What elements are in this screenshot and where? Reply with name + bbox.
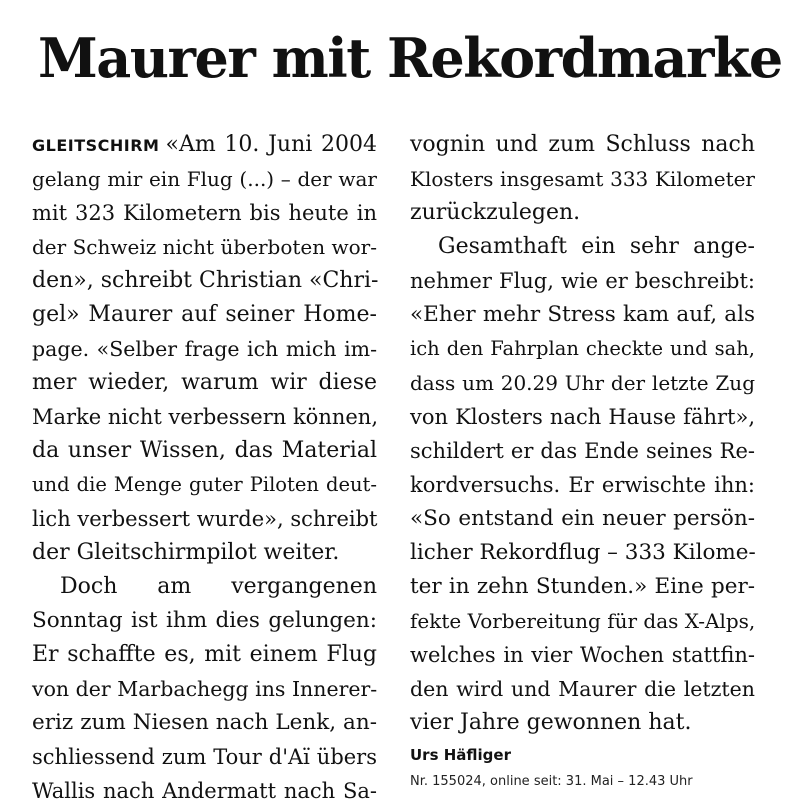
article-line-text: «Am 10. Juni 2004: [165, 132, 377, 157]
article-line: lich verbessert wurde», schreibt: [32, 507, 378, 531]
article-line: Sonntag ist ihm dies gelungen:: [32, 608, 377, 633]
article-line: zurückzulegen.: [410, 200, 581, 225]
article-line: mit 323 Kilometern bis heute in: [32, 201, 377, 225]
article-headline: Maurer mit Rekordmarke: [38, 26, 782, 90]
article-line: Wallis nach Andermatt nach Sa-: [32, 779, 377, 803]
article-line: mer wieder, warum wir diese: [32, 370, 377, 395]
article-line: fekte Vorbereitung für das X-Alps,: [410, 609, 756, 633]
article-line: ich den Fahrplan checkte und sah,: [410, 337, 755, 360]
article-line: licher Rekordflug – 333 Kilome-: [410, 540, 756, 565]
article-line: den», schreibt Christian «Chri-: [32, 268, 379, 293]
article-line: Doch am vergangenen: [60, 574, 377, 599]
article-line: vier Jahre gewonnen hat.: [410, 710, 692, 735]
article-line: kordversuchs. Er erwischte ihn:: [410, 473, 755, 497]
article-line: schildert er das Ende seines Re-: [410, 439, 755, 463]
article-line: dass um 20.29 Uhr der letzte Zug: [410, 371, 755, 395]
article-line: ter in zehn Stunden.» Eine per-: [410, 574, 755, 599]
article-author: Urs Häfliger: [410, 746, 511, 764]
article-line: Gesamthaft ein sehr ange-: [438, 234, 755, 259]
article-line: vognin und zum Schluss nach: [410, 132, 755, 157]
article-line: der Schweiz nicht überboten wor-: [32, 235, 377, 259]
article-line: welches in vier Wochen stattfin-: [410, 643, 755, 667]
article-line: den wird und Maurer die letzten: [410, 677, 755, 701]
article-line: gelang mir ein Flug (...) – der war: [32, 167, 377, 191]
article-kicker: GLEITSCHIRM: [32, 136, 160, 155]
article-line: Marke nicht verbessern können,: [32, 405, 378, 429]
article-meta: Nr. 155024, online seit: 31. Mai – 12.43 Uhr: [410, 774, 693, 789]
article-column-right: [410, 128, 755, 792]
article-line-first: [32, 128, 377, 162]
article-line: Er schaffte es, mit einem Flug: [32, 642, 377, 667]
article-line: schliessend zum Tour d'Aï übers: [32, 745, 377, 769]
article-line: von der Marbachegg ins Innerer-: [32, 677, 378, 701]
article-column-left: [32, 128, 377, 808]
article-line: page. «Selber frage ich mich im-: [32, 337, 377, 361]
article-line: von Klosters nach Hause fährt»,: [410, 405, 755, 429]
article-line: und die Menge guter Piloten deut-: [32, 473, 377, 496]
article-line: da unser Wissen, das Material: [32, 438, 377, 463]
article-line: Klosters insgesamt 333 Kilometer: [410, 167, 755, 191]
article-line: «Eher mehr Stress kam auf, als: [410, 302, 755, 327]
article-line: «So entstand ein neuer persön-: [410, 506, 755, 531]
article-line: nehmer Flug, wie er beschreibt:: [410, 269, 755, 293]
article-line: der Gleitschirmpilot weiter.: [32, 540, 340, 565]
article-line: gel» Maurer auf seiner Home-: [32, 302, 377, 327]
article-line: eriz zum Niesen nach Lenk, an-: [32, 710, 377, 735]
